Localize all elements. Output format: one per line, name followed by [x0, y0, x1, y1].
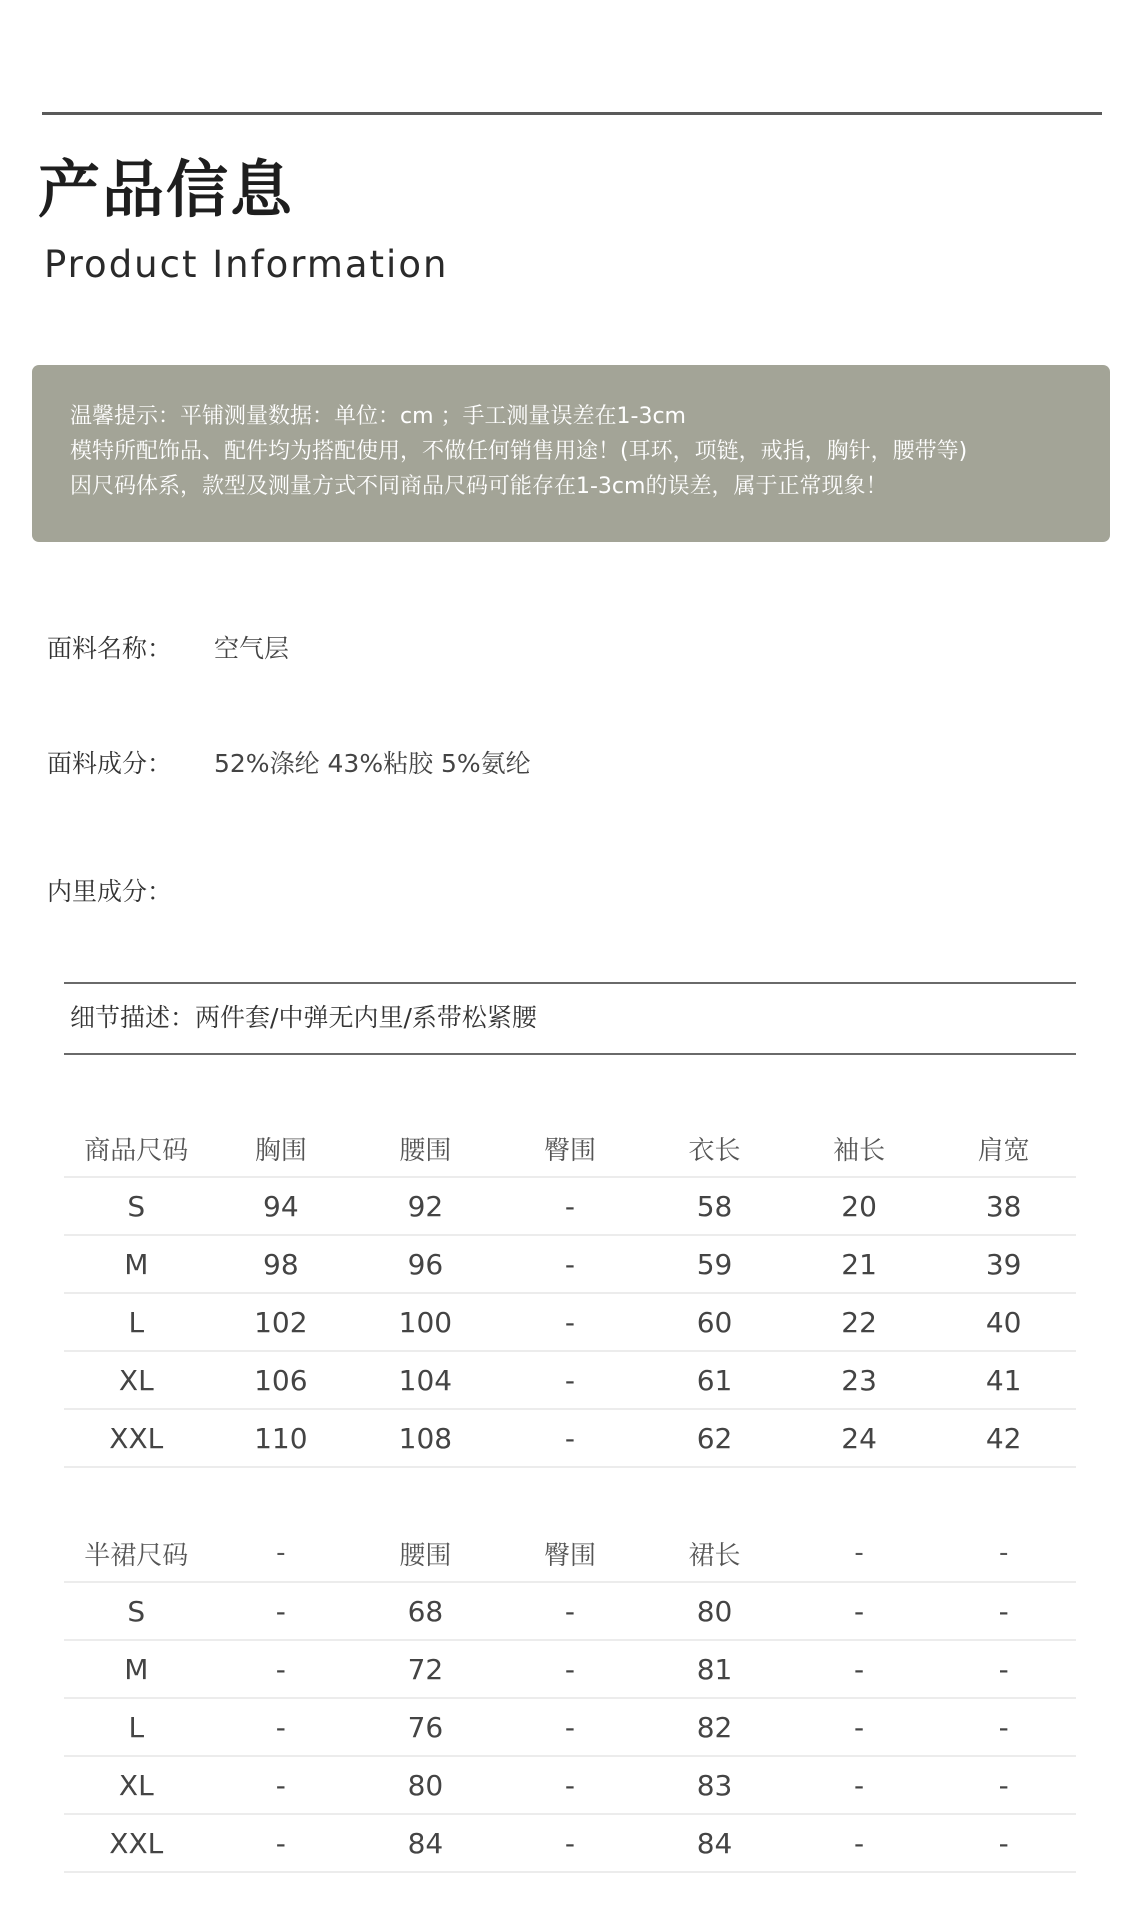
- notice-line: 模特所配饰品、配件均为搭配使用，不做任何销售用途！(耳环，项链，戒指，胸针，腰带等): [70, 439, 968, 464]
- table-cell: -: [787, 1814, 932, 1872]
- table-cell: -: [931, 1582, 1076, 1640]
- table-cell: 23: [787, 1351, 932, 1409]
- fabric-name-value: 空气层: [214, 634, 290, 663]
- table-cell: -: [209, 1698, 354, 1756]
- table-cell: -: [931, 1814, 1076, 1872]
- header-cell: 肩宽: [931, 1120, 1076, 1177]
- table-cell: 20: [787, 1177, 932, 1235]
- table-cell: -: [498, 1756, 643, 1814]
- table-cell: 76: [353, 1698, 498, 1756]
- table-cell: -: [209, 1756, 354, 1814]
- table-cell: XXL: [64, 1814, 209, 1872]
- notice-line: 温馨提示：平铺测量数据：单位：cm ；手工测量误差在1-3cm: [70, 404, 686, 429]
- table-cell: 61: [642, 1351, 787, 1409]
- table-cell: -: [498, 1698, 643, 1756]
- table-cell: 22: [787, 1293, 932, 1351]
- table-cell: -: [787, 1582, 932, 1640]
- table-cell: -: [498, 1640, 643, 1698]
- skirt-size-table: [64, 1525, 1076, 1873]
- table-cell: -: [498, 1177, 643, 1235]
- table-cell: 84: [353, 1814, 498, 1872]
- header-cell: -: [931, 1525, 1076, 1582]
- notice-line: 因尺码体系，款型及测量方式不同商品尺码可能存在1-3cm的误差，属于正常现象！: [70, 474, 888, 499]
- header-cell: 商品尺码: [64, 1120, 209, 1177]
- table-cell: 41: [931, 1351, 1076, 1409]
- lining-label: 内里成分：: [47, 877, 173, 906]
- header-cell: -: [787, 1525, 932, 1582]
- detail-top-rule: [64, 982, 1076, 984]
- table-cell: 72: [353, 1640, 498, 1698]
- table-cell: 94: [209, 1177, 354, 1235]
- table-cell: -: [787, 1640, 932, 1698]
- header-cell: 胸围: [209, 1120, 354, 1177]
- fabric-composition-value: 52%涤纶 43%粘胶 5%氨纶: [214, 749, 531, 778]
- table-cell: -: [498, 1814, 643, 1872]
- detail-description: [70, 1000, 537, 1036]
- detail-label: 细节描述：: [70, 1003, 196, 1032]
- table-row: [64, 1409, 1076, 1467]
- table-cell: -: [498, 1582, 643, 1640]
- page-title: 产品信息: [38, 153, 295, 226]
- table-cell: 104: [353, 1351, 498, 1409]
- table-cell: -: [931, 1640, 1076, 1698]
- table-cell: -: [498, 1351, 643, 1409]
- detail-value: 两件套/中弹无内里/系带松紧腰: [195, 1003, 537, 1032]
- table-row: [64, 1814, 1076, 1872]
- table-cell: 82: [642, 1698, 787, 1756]
- table-cell: -: [498, 1409, 643, 1467]
- table-cell: 39: [931, 1235, 1076, 1293]
- table-cell: -: [498, 1235, 643, 1293]
- table-cell: 80: [353, 1756, 498, 1814]
- table-cell: -: [931, 1756, 1076, 1814]
- table-row: [64, 1293, 1076, 1351]
- table-cell: 110: [209, 1409, 354, 1467]
- table-cell: 108: [353, 1409, 498, 1467]
- table-cell: 84: [642, 1814, 787, 1872]
- table-cell: M: [64, 1235, 209, 1293]
- header-cell: 袖长: [787, 1120, 932, 1177]
- table-cell: -: [787, 1698, 932, 1756]
- table-cell: XXL: [64, 1409, 209, 1467]
- header-cell: 臀围: [498, 1120, 643, 1177]
- header-divider: [42, 112, 1102, 115]
- table-cell: XL: [64, 1351, 209, 1409]
- detail-bottom-rule: [64, 1053, 1076, 1055]
- table-cell: -: [787, 1756, 932, 1814]
- table-row: [64, 1640, 1076, 1698]
- table-cell: L: [64, 1698, 209, 1756]
- header-cell: 半裙尺码: [64, 1525, 209, 1582]
- table-cell: 60: [642, 1293, 787, 1351]
- table-header-row: [64, 1525, 1076, 1582]
- table-cell: -: [498, 1293, 643, 1351]
- table-cell: XL: [64, 1756, 209, 1814]
- table-cell: 62: [642, 1409, 787, 1467]
- table-row: [64, 1582, 1076, 1640]
- header-cell: 腰围: [353, 1120, 498, 1177]
- table-cell: 98: [209, 1235, 354, 1293]
- table-cell: 80: [642, 1582, 787, 1640]
- table-cell: 106: [209, 1351, 354, 1409]
- table-cell: 83: [642, 1756, 787, 1814]
- table-cell: -: [209, 1640, 354, 1698]
- top-size-table: [64, 1120, 1076, 1468]
- table-cell: M: [64, 1640, 209, 1698]
- table-cell: 92: [353, 1177, 498, 1235]
- table-cell: 59: [642, 1235, 787, 1293]
- table-cell: 68: [353, 1582, 498, 1640]
- table-cell: S: [64, 1177, 209, 1235]
- fabric-name-label: 面料名称：: [47, 634, 173, 663]
- table-cell: 81: [642, 1640, 787, 1698]
- table-cell: S: [64, 1582, 209, 1640]
- table-cell: 24: [787, 1409, 932, 1467]
- table-cell: 38: [931, 1177, 1076, 1235]
- table-cell: 42: [931, 1409, 1076, 1467]
- table-cell: 21: [787, 1235, 932, 1293]
- table-cell: 58: [642, 1177, 787, 1235]
- page-subtitle: Product Information: [44, 243, 449, 286]
- fabric-composition-label: 面料成分：: [47, 749, 173, 778]
- header-cell: 腰围: [353, 1525, 498, 1582]
- table-cell: 100: [353, 1293, 498, 1351]
- header-cell: 臀围: [498, 1525, 643, 1582]
- table-row: [64, 1235, 1076, 1293]
- table-cell: 40: [931, 1293, 1076, 1351]
- table-cell: L: [64, 1293, 209, 1351]
- table-cell: -: [209, 1814, 354, 1872]
- header-cell: 裙长: [642, 1525, 787, 1582]
- table-row: [64, 1177, 1076, 1235]
- header-cell: -: [209, 1525, 354, 1582]
- table-row: [64, 1351, 1076, 1409]
- table-row: [64, 1756, 1076, 1814]
- table-cell: -: [931, 1698, 1076, 1756]
- table-row: [64, 1698, 1076, 1756]
- notice-box: [32, 365, 1110, 542]
- table-header-row: [64, 1120, 1076, 1177]
- table-cell: 96: [353, 1235, 498, 1293]
- table-cell: -: [209, 1582, 354, 1640]
- header-cell: 衣长: [642, 1120, 787, 1177]
- table-cell: 102: [209, 1293, 354, 1351]
